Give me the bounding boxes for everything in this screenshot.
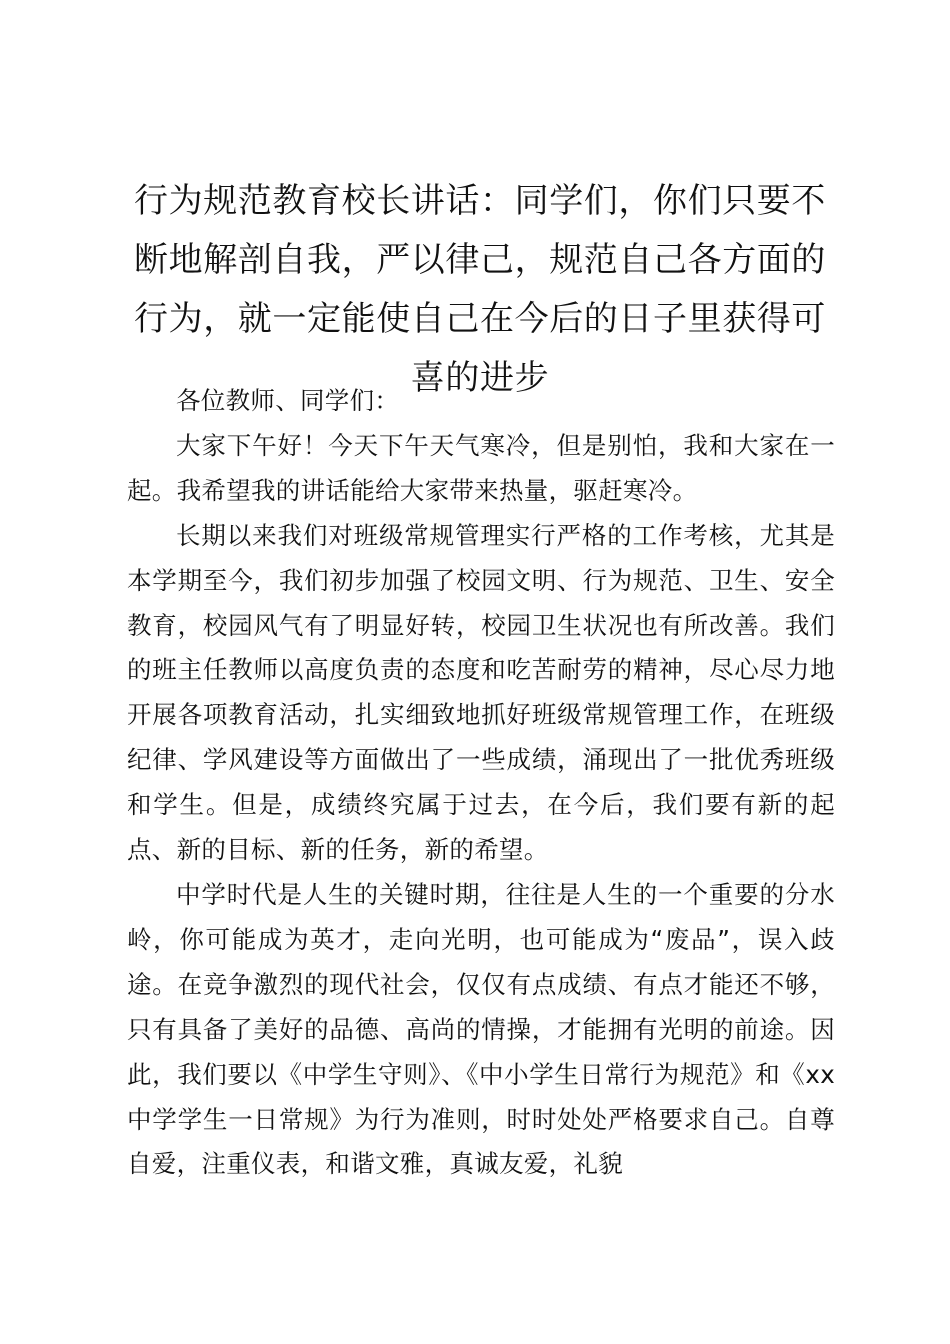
greeting-paragraph: 大家下午好！今天下午天气寒冷，但是别怕，我和大家在一起。我希望我的讲话能给大家带来热量，驱赶寒冷。	[127, 430, 835, 505]
body-paragraph: 中学时代是人生的关键时期，往往是人生的一个重要的分水岭，你可能成为英才，走向光明，也可能成为“废品”，误入歧途。在竞争激烈的现代社会，仅仅有点成绩、有点才能还不够，只有具备了美好的品德、高尚的情操，才能拥有光明的前途。因此，我们要以《中学生守则》、《中小学生日常行为规范》和《xx 中学学生一日常规》为行为准则，时时处处严格要求自己。自尊自爱，注重仪表，和谐文雅，真诚友爱，礼貌	[127, 879, 835, 1179]
salutation-paragraph: 各位教师、同学们：	[176, 386, 400, 415]
body-paragraph: 长期以来我们对班级常规管理实行严格的工作考核，尤其是本学期至今，我们初步加强了校园文明、行为规范、卫生、安全教育，校园风气有了明显好转，校园卫生状况也有所改善。我们的班主任教师以高度负责的态度和吃苦耐劳的精神，尽心尽力地开展各项教育活动，扎实细致地抓好班级常规管理工作，在班级纪律、学风建设等方面做出了一些成绩，涌现出了一批优秀班级和学生。但是，成绩终究属于过去，在今后，我们要有新的起点、新的目标、新的任务，新的希望。	[127, 520, 835, 865]
document-title: 行为规范教育校长讲话：同学们，你们只要不断地解剖自我，严以律己，规范自己各方面的行为，就一定能使自己在今后的日子里获得可喜的进步	[134, 181, 826, 398]
document-body	[127, 379, 835, 1187]
